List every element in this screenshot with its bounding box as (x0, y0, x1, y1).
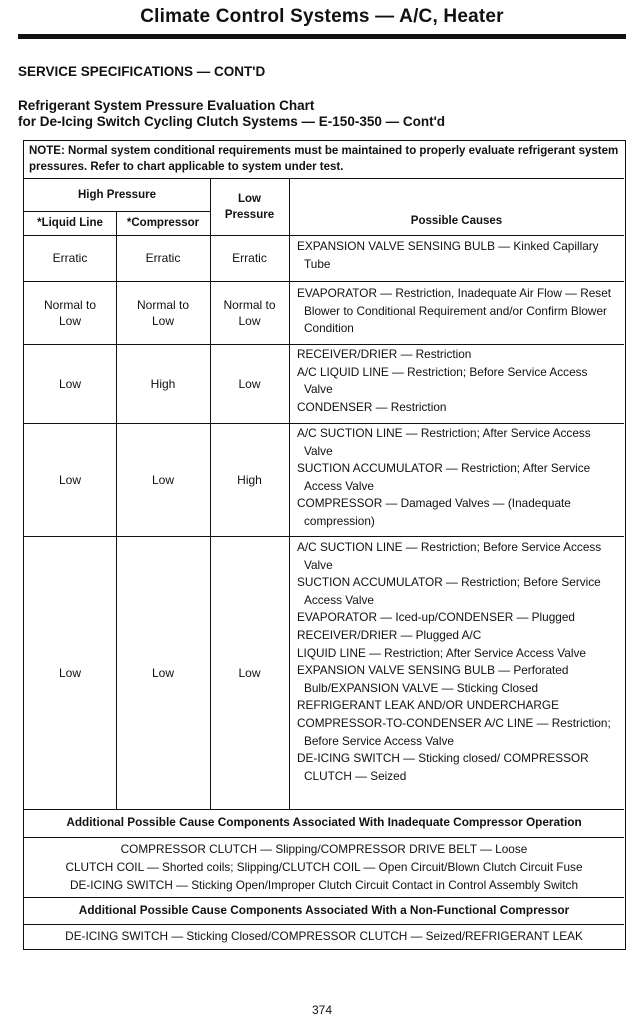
rule (24, 837, 624, 838)
rule (24, 924, 624, 925)
row-1-low-pressure: Normal to Low (223, 297, 276, 328)
row-0-liquid-line: Erratic (52, 251, 88, 265)
row-2-causes (297, 346, 619, 416)
chart-title-line-2: for De-Icing Switch Cycling Clutch Systems — E-150-350 — Cont'd (18, 114, 446, 129)
cause-item: CONDENSER — Restriction (297, 399, 447, 414)
cause-item: A/C SUCTION LINE — Restriction; After Service Access Valve (297, 426, 591, 458)
row-0-compressor: Erratic (145, 251, 181, 265)
row-4-liquid-line: Low (58, 665, 81, 680)
cause-item: RECEIVER/DRIER — Plugged A/C (297, 627, 482, 642)
rule (24, 809, 624, 810)
row-4-low-pressure: Low (238, 665, 261, 680)
cause-item: EXPANSION VALVE SENSING BULB — Perforated Bulb/EXPANSION VALVE — Sticking Closed (297, 663, 569, 695)
row-2-low-pressure: Low (238, 376, 261, 391)
row-4-causes (297, 539, 619, 785)
cause-item: COMPRESSOR — Damaged Valves — (Inadequate compression) (297, 496, 571, 528)
row-4-compressor: Low (151, 665, 174, 680)
cause-item: EVAPORATOR — Iced-up/CONDENSER — Plugged (297, 610, 575, 625)
inadequate-operation-causes (24, 840, 624, 894)
cause-item: COMPRESSOR-TO-CONDENSER A/C LINE — Restriction; Before Service Access Valve (297, 715, 611, 748)
cause-line: COMPRESSOR CLUTCH — Slipping/COMPRESSOR DRIVE BELT — Loose (120, 842, 528, 856)
row-2-compressor: High (150, 376, 176, 391)
table-note: NOTE: Normal system conditional requirements must be maintained to properly evaluate refrigerant system pressures. Refer to chart applicable to system under test. (29, 145, 619, 173)
non-functional-heading: Additional Possible Cause Components Associated With a Non-Functional Compressor (78, 903, 570, 917)
header-high-pressure: High Pressure (78, 188, 156, 201)
row-1-liquid-line: Normal to Low (44, 297, 97, 328)
cause-item: SUCTION ACCUMULATOR — Restriction; Before Service Access Valve (297, 575, 601, 607)
cause-item: A/C SUCTION LINE — Restriction; Before Service Access Valve (297, 540, 602, 572)
row-3-low-pressure: High (237, 472, 262, 487)
cause-line: CLUTCH COIL — Shorted coils; Slipping/CLUTCH COIL — Open Circuit/Blown Clutch Circuit Fuse (65, 860, 583, 874)
row-0-causes (297, 238, 619, 273)
page-header-title: Climate Control Systems — A/C, Heater (140, 6, 504, 27)
header-compressor: *Compressor (126, 217, 200, 229)
row-3-causes (297, 425, 619, 531)
row-1-causes (297, 285, 619, 338)
page-number: 374 (311, 1003, 333, 1017)
chart-title (18, 98, 445, 130)
header-liquid-line: *Liquid Line (37, 217, 103, 229)
cause-line: DE-ICING SWITCH — Sticking Open/Improper Clutch Circuit Contact in Control Assembly Switch (69, 878, 579, 892)
cause-item: LIQUID LINE — Restriction; After Service Access Valve (297, 645, 586, 660)
cause-item: DE-ICING SWITCH — Sticking closed/ COMPRESSOR CLUTCH — Seized (297, 751, 589, 783)
row-3-liquid-line: Low (58, 472, 81, 487)
pressure-evaluation-table (23, 140, 626, 950)
chart-title-line-1: Refrigerant System Pressure Evaluation Chart (18, 98, 315, 113)
rule (24, 897, 624, 898)
non-functional-causes: DE-ICING SWITCH — Sticking Closed/COMPRESSOR CLUTCH — Seized/REFRIGERANT LEAK (65, 929, 583, 943)
inadequate-operation-heading: Additional Possible Cause Components Associated With Inadequate Compressor Operation (66, 815, 582, 829)
header-possible-causes: Possible Causes (410, 215, 503, 227)
header-low-pressure: Low Pressure (224, 192, 275, 221)
cause-item: SUCTION ACCUMULATOR — Restriction; After Service Access Valve (297, 461, 591, 493)
row-3-compressor: Low (151, 472, 174, 487)
row-2-liquid-line: Low (58, 376, 81, 391)
cause-item: EXPANSION VALVE SENSING BULB — Kinked Capillary Tube (297, 239, 599, 271)
cause-item: A/C LIQUID LINE — Restriction; Before Service Access Valve (297, 364, 588, 397)
cause-item: REFRIGERANT LEAK AND/OR UNDERCHARGE (297, 698, 559, 713)
cause-item: RECEIVER/DRIER — Restriction (297, 347, 472, 361)
header-rule (18, 34, 626, 39)
rule (289, 178, 290, 809)
cause-item: EVAPORATOR — Restriction, Inadequate Air Flow — Reset Blower to Conditional Requirement and/or Confirm Blower Condition (297, 286, 612, 336)
row-1-compressor: Normal to Low (136, 297, 189, 328)
section-heading: SERVICE SPECIFICATIONS — CONT'D (18, 64, 266, 79)
row-0-low-pressure: Erratic (232, 251, 267, 265)
